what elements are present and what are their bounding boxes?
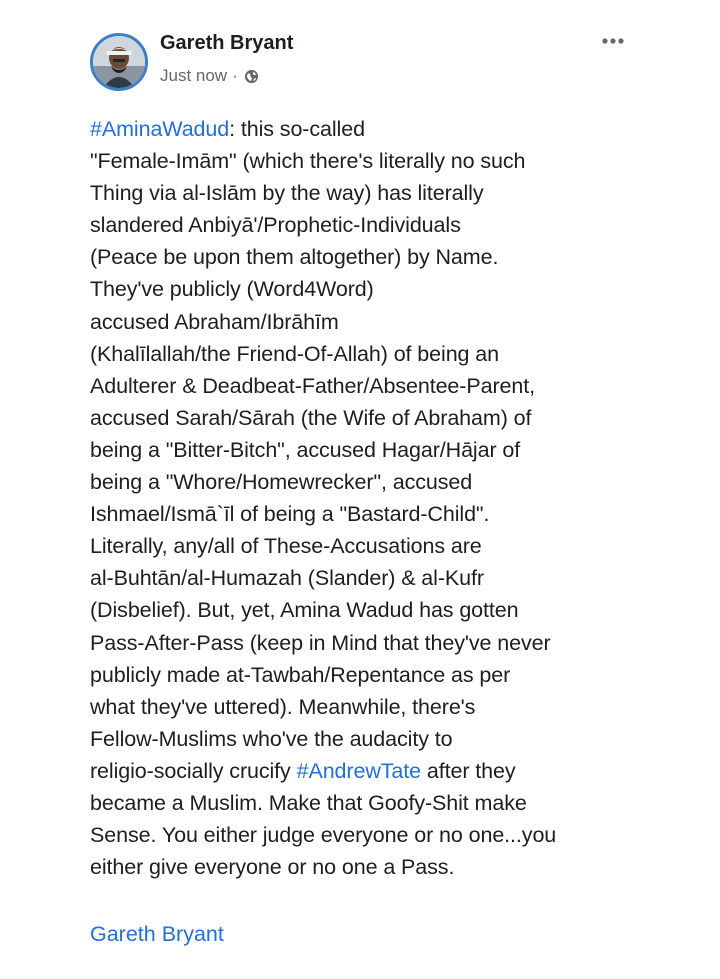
- post-meta: [160, 66, 259, 86]
- post-header: [90, 28, 710, 94]
- post-body: [90, 113, 705, 883]
- author-name[interactable]: Gareth Bryant: [160, 32, 294, 54]
- hashtag-andrew-tate[interactable]: #AndrewTate: [296, 758, 421, 783]
- avatar-image: [93, 36, 145, 88]
- post-text-part-2: after they became a Muslim. Make that Goofy-Shit make Sense. You either judge everyone or no one...you either give everyone or no one a Pass.: [90, 758, 557, 880]
- meta-separator: ·: [232, 66, 238, 85]
- author-signature-link[interactable]: Gareth Bryant: [90, 922, 224, 946]
- avatar[interactable]: [90, 33, 148, 91]
- post-text-part-1: : this so-called "Female-Imām" (which there's literally no such Thing via al-Islām by the way) has literally slandered Anbiyā'/Prophetic-Individuals (Peace be upon them altogether) by Name. They've publicly (Word4Word) accused Abraham/Ibrāhīm (Khalīlallah/the Friend-Of-Allah) of being an Adulterer & Deadbeat-Father/Absentee-Parent, accused Sarah/Sārah (the Wife of Abraham) of being a "Bitter-Bitch", accused Hagar/Hājar of being a "Whore/Homewrecker", accused Ishmael/Ismā`īl of being a "Bastard-Child". Literally, any/all of These-Accusations are al-Buhtān/al-Humazah (Slander) & al-Kufr (Disbelief). But, yet, Amina Wadud has gotten Pass-After-Pass (keep in Mind that they've never publicly made at-Tawbah/Repentance as per what they've uttered). Meanwhile, there's Fellow-Muslims who've the audacity to religio-socially crucify: [90, 117, 551, 783]
- more-options-icon[interactable]: [601, 34, 625, 46]
- timestamp[interactable]: Just now: [160, 66, 228, 85]
- hashtag-amina-wadud[interactable]: #AminaWadud: [90, 117, 230, 141]
- globe-icon[interactable]: [244, 69, 259, 84]
